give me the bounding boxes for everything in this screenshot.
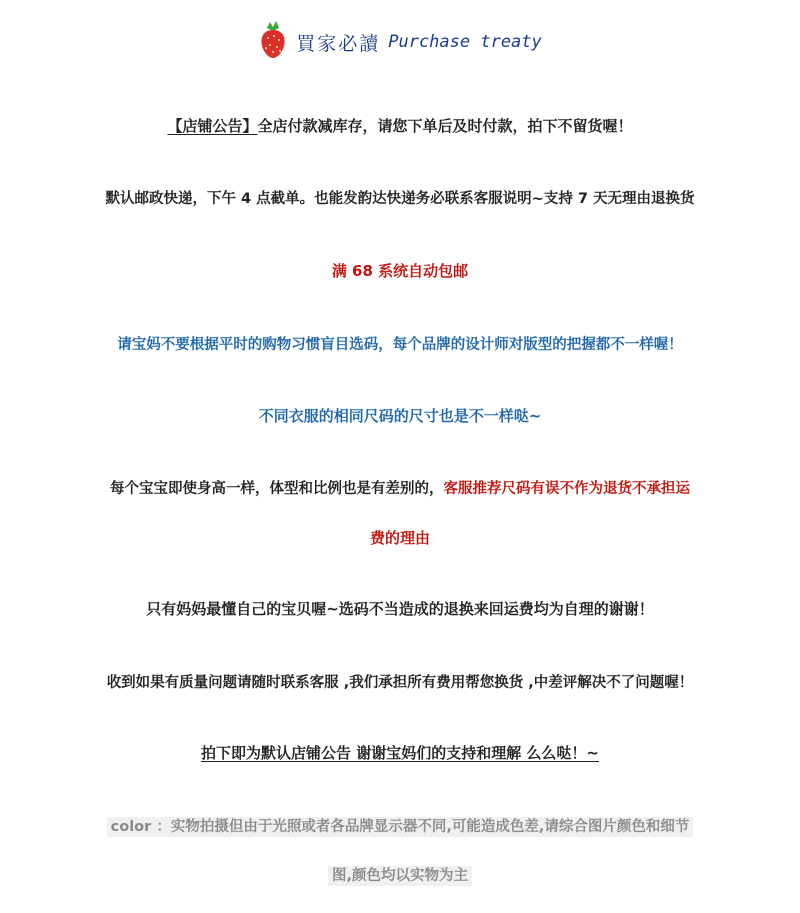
header [0, 20, 800, 64]
color-note-line-2: 图,颜色均以实物为主 [328, 866, 472, 886]
size-tip-2: 不同衣服的相同尺码的尺寸也是不一样哒~ [258, 407, 542, 425]
shipping-info: 默认邮政快递，下午 4 点截单。也能发韵达快递务必联系客服说明~支持 7 天无理由退换货 [105, 191, 695, 207]
default-notice [0, 742, 800, 763]
size-tip-1: 请宝妈不要根据平时的购物习惯盲目选码，每个品牌的设计师对版型的把握都不一样喔！ [117, 337, 683, 353]
title-en: Purchase treaty [388, 32, 542, 52]
color-note [0, 815, 800, 836]
return-policy: 只有妈妈最懂自己的宝贝喔~选码不当造成的退换来回运费均为自理的谢谢！ [146, 600, 654, 618]
notice-label: 【店铺公告】 [167, 117, 258, 135]
color-note-cont [0, 864, 800, 885]
strawberry-icon [258, 20, 288, 64]
store-notice [0, 115, 800, 136]
quality-notice: 收到如果有质量问题请随时联系客服 ,我们承担所有费用帮您换货 ,中差评解决不了问题喔！ [106, 675, 694, 691]
free-shipping: 满 68 系统自动包邮 [331, 262, 469, 280]
default-notice-text: 拍下即为默认店铺公告 谢谢宝妈们的支持和理解 么么哒！~ [200, 744, 599, 762]
notice-text: 全店付款减库存，请您下单后及时付款，拍下不留货喔！ [257, 117, 633, 135]
size-tip-3 [0, 477, 800, 498]
title-cn: 買家必讀 [296, 32, 381, 55]
size-tip-3-red-cont: 费的理由 [369, 529, 430, 547]
size-tip-3-text: 每个宝宝即使身高一样，体型和比例也是有差别的， [110, 481, 444, 497]
size-tip-3-red: 客服推荐尺码有误不作为退货不承担运 [443, 481, 690, 497]
color-note-line-1: color ：实物拍摄但由于光照或者各品牌显示器不同,可能造成色差,请综合图片颜色和细节 [107, 817, 694, 837]
